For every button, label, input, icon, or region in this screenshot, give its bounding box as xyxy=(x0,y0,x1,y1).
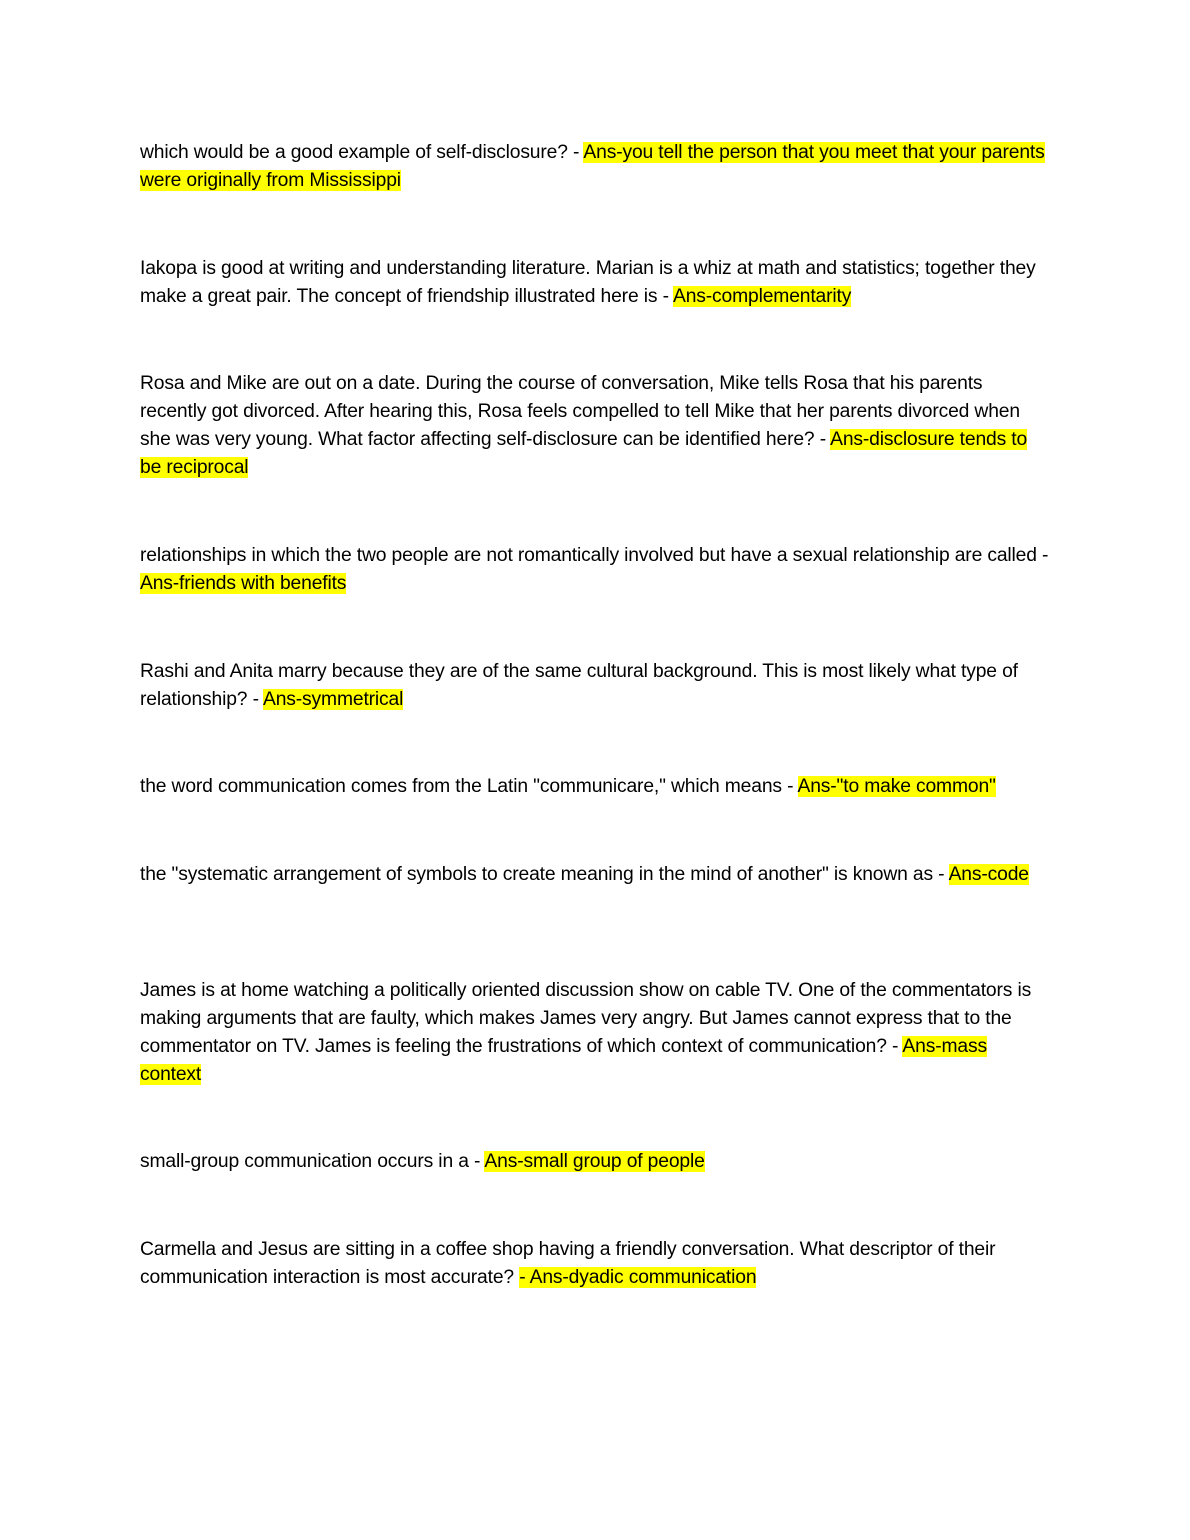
answer-highlight: Ans-mass context xyxy=(140,1036,987,1085)
qa-item xyxy=(140,861,1052,889)
question-text: which would be a good example of self-disclosure? - xyxy=(140,142,584,163)
question-text: the "systematic arrangement of symbols to create meaning in the mind of another" is known as - xyxy=(140,864,949,885)
qa-item xyxy=(140,1236,1052,1292)
qa-item xyxy=(140,255,1052,311)
answer-highlight: Ans-small group of people xyxy=(484,1151,705,1172)
qa-item xyxy=(140,139,1052,195)
answer-highlight: Ans-"to make common" xyxy=(797,776,996,797)
question-text: Rashi and Anita marry because they are of the same cultural background. This is most likely what type of relationship? - xyxy=(140,661,1018,710)
answer-highlight: - Ans-dyadic communication xyxy=(519,1267,757,1288)
question-text: the word communication comes from the Latin "communicare," which means - xyxy=(140,776,798,797)
answer-highlight: Ans-disclosure tends to be reciprocal xyxy=(140,429,1028,478)
answer-highlight: Ans-code xyxy=(948,864,1029,885)
question-text: Iakopa is good at writing and understanding literature. Marian is a whiz at math and statistics; together they make a great pair. The concept of friendship illustrated here is - xyxy=(140,258,1036,307)
answer-highlight: Ans-you tell the person that you meet that your parents were originally from Mississippi xyxy=(140,142,1045,191)
question-text: Rosa and Mike are out on a date. During the course of conversation, Mike tells Rosa that his parents recently got divorced. After hearing this, Rosa feels compelled to tell Mike that her parents divorced when she was very young. What factor affecting self-disclosure can be identified here? - xyxy=(140,373,1020,450)
question-text: Carmella and Jesus are sitting in a coffee shop having a friendly conversation. What descriptor of their communication interaction is most accurate? xyxy=(140,1239,996,1288)
question-text: relationships in which the two people are not romantically involved but have a sexual relationship are called - xyxy=(140,545,1049,566)
answer-highlight: Ans-complementarity xyxy=(672,286,852,307)
qa-item xyxy=(140,1148,1052,1176)
qa-item xyxy=(140,542,1052,598)
question-text: James is at home watching a politically oriented discussion show on cable TV. One of the commentators is making arguments that are faulty, which makes James very angry. But James cannot express that to the commentator on TV. James is feeling the frustrations of which context of communication? - xyxy=(140,980,1032,1057)
qa-item xyxy=(140,977,1052,1089)
qa-item xyxy=(140,773,1052,801)
answer-highlight: Ans-friends with benefits xyxy=(140,573,347,594)
answer-highlight: Ans-symmetrical xyxy=(263,689,404,710)
qa-item xyxy=(140,370,1052,482)
question-text: small-group communication occurs in a - xyxy=(140,1151,485,1172)
qa-item xyxy=(140,658,1052,714)
